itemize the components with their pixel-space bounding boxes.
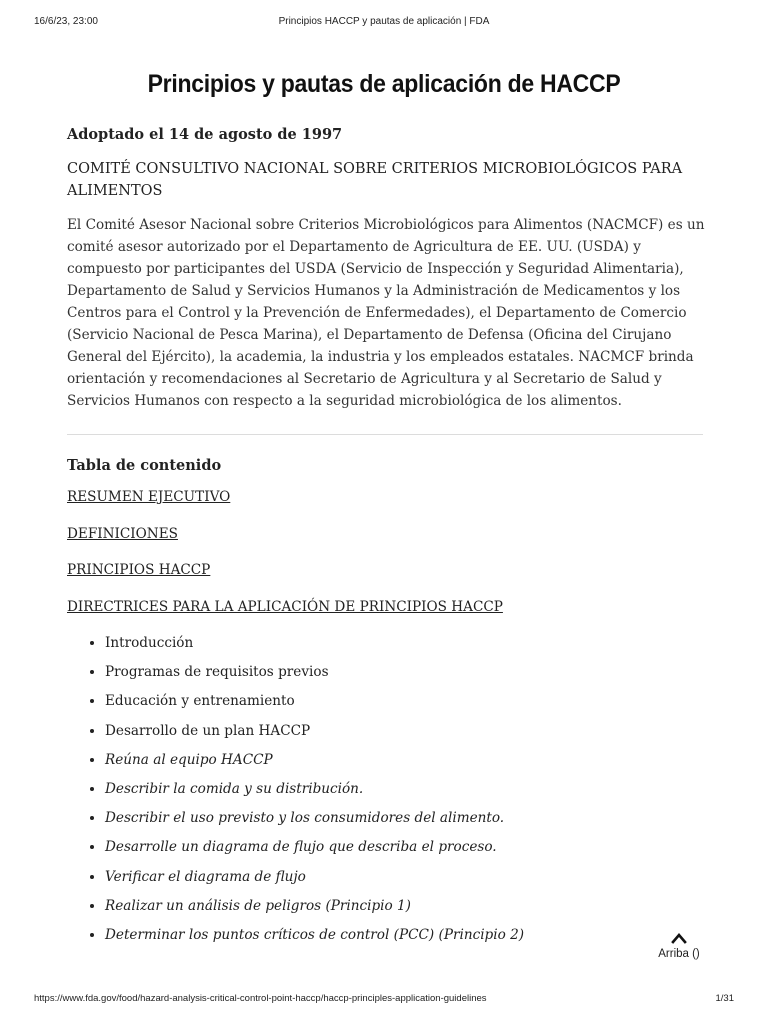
toc-link-directrices[interactable]: DIRECTRICES PARA LA APLICACIÓN DE PRINCIPIOS HACCP	[67, 598, 503, 615]
toc-item[interactable]: • Realizar un análisis de peligros (Principio 1)	[105, 897, 707, 915]
toc-item[interactable]: • Introducción	[105, 634, 707, 652]
toc-item[interactable]: • Reúna al equipo HACCP	[105, 751, 707, 769]
print-url: https://www.fda.gov/food/hazard-analysis-critical-control-point-haccp/haccp-principles-application-guidelines	[34, 993, 487, 1004]
main-content	[67, 126, 707, 955]
toc-sublist	[67, 634, 707, 944]
toc-link-resumen-ejecutivo[interactable]: RESUMEN EJECUTIVO	[67, 489, 231, 505]
committee-name: COMITÉ CONSULTIVO NACIONAL SOBRE CRITERIOS MICROBIOLÓGICOS PARA ALIMENTOS	[67, 161, 683, 199]
toc-item[interactable]: • Verificar el diagrama de flujo	[105, 868, 707, 886]
toc-item[interactable]: • Educación y entrenamiento	[105, 692, 707, 710]
back-to-top-label: Arriba ()	[658, 948, 700, 960]
chevron-up-icon	[671, 932, 687, 944]
toc-item[interactable]: • Desarrollo de un plan HACCP	[105, 722, 707, 740]
toc-item[interactable]: • Describir el uso previsto y los consumidores del alimento.	[105, 809, 707, 827]
print-page-number: 1/31	[715, 993, 734, 1004]
toc-link-definiciones[interactable]: DEFINICIONES	[67, 525, 178, 542]
toc-item[interactable]: • Determinar los puntos críticos de control (PCC) (Principio 2)	[105, 926, 707, 944]
toc-item[interactable]: • Describir la comida y su distribución.	[105, 780, 707, 798]
adopted-date: Adoptado el 14 de agosto de 1997	[67, 126, 343, 143]
print-header	[0, 16, 768, 32]
toc-heading: Tabla de contenido	[67, 457, 222, 474]
page-title: Principios y pautas de aplicación de HACCP	[147, 70, 621, 98]
print-date: 16/6/23, 23:00	[34, 16, 98, 27]
toc-item[interactable]: • Desarrolle un diagrama de flujo que describa el proceso.	[105, 838, 707, 856]
toc-link-principios-haccp[interactable]: PRINCIPIOS HACCP	[67, 562, 211, 578]
toc-item[interactable]: • Programas de requisitos previos	[105, 663, 707, 681]
back-to-top-button[interactable]	[648, 932, 710, 960]
divider	[67, 434, 703, 435]
print-page-title: Principios HACCP y pautas de aplicación | FDA	[278, 16, 490, 27]
intro-paragraph: El Comité Asesor Nacional sobre Criterios Microbiológicos para Alimentos (NACMCF) es un comité asesor autorizado por el Departamento de Agricultura de EE. UU. (USDA) y compuesto por participantes del USDA (Servicio de Inspección y Seguridad Alimentaria), Departamento de Salud y Servicios Humanos y la Administración de Medicamentos y los Centros para el Control y la Prevención de Enfermedades), el Departamento de Comercio (Servicio Nacional de Pesca Marina), el Departamento de Defensa (Oficina del Cirujano General del Ejército), la academia, la industria y los empleados estatales. NACMCF brinda orientación y recomendaciones al Secretario de Agricultura y al Secretario de Salud y Servicios Humanos con respecto a la seguridad microbiológica de los alimentos.	[67, 217, 705, 409]
toc-links	[67, 488, 707, 616]
print-footer	[0, 993, 768, 1009]
